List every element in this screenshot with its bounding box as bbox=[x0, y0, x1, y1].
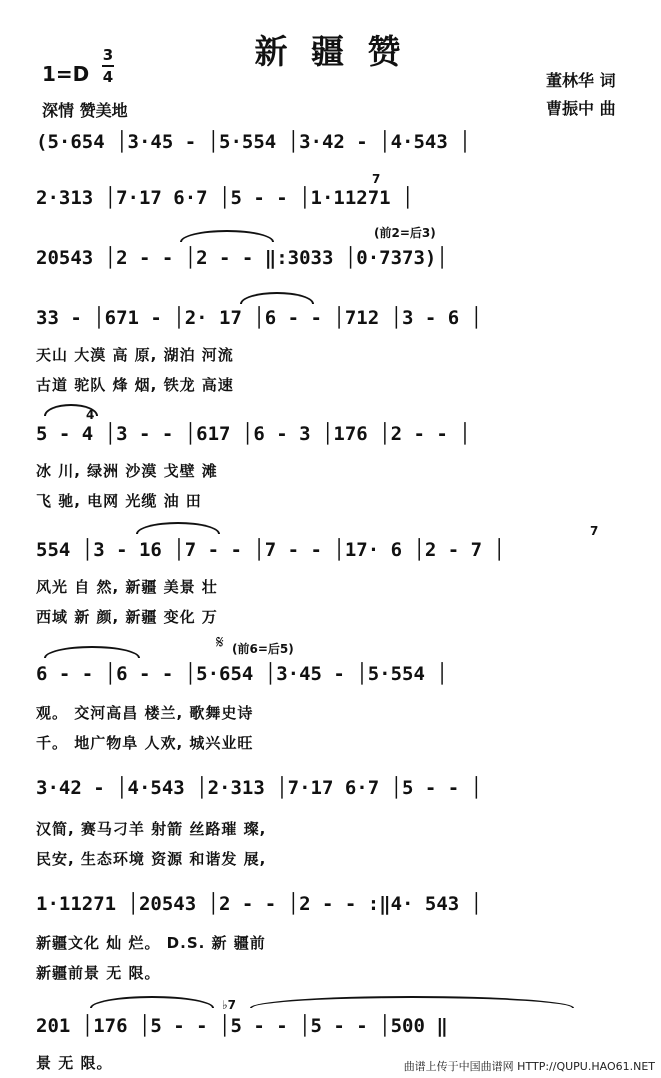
system-8-notes: 3·42 - │4·543 │2·313 │7·17 6·7 │5 - - │ bbox=[36, 777, 483, 799]
grace-note-2: 4 bbox=[86, 408, 95, 422]
grace-note-1: 7 bbox=[372, 172, 381, 186]
system-9-lyrics-verse2: 新疆前景 无 限。 bbox=[36, 964, 161, 982]
time-signature bbox=[102, 46, 114, 86]
system-6-notes: 554 │3 - 16 │7 - - │7 - - │17· 6 │2 - 7 │ bbox=[36, 539, 505, 561]
system-5-lyrics-verse1: 冰 川, 绿洲 沙漠 戈壁 滩 bbox=[36, 462, 218, 480]
system-4-notes: 33 - │671 - │2· 17 │6 - - │712 │3 - 6 │ bbox=[36, 307, 483, 329]
system-4-lyrics-verse1: 天山 大漠 高 原, 湖泊 河流 bbox=[36, 346, 234, 364]
system-7-notes: 6 - - │6 - - │5·654 │3·45 - │5·554 │ bbox=[36, 663, 448, 685]
system-8-lyrics-verse1: 汉简, 赛马刁羊 射箭 丝路璀 璨, bbox=[36, 820, 267, 838]
system-6-lyrics-verse2: 西域 新 颜, 新疆 变化 万 bbox=[36, 608, 218, 626]
system-10-lyrics-verse1: 景 无 限。 bbox=[36, 1054, 113, 1072]
grace-note-4: ♭7 bbox=[222, 998, 237, 1012]
composer-credit: 曹振中 曲 bbox=[546, 99, 616, 118]
key-signature: 1=D bbox=[42, 62, 90, 86]
segno-sign: 𝄋 bbox=[216, 632, 224, 653]
system-5-lyrics-verse2: 飞 驰, 电网 光缆 油 田 bbox=[36, 492, 202, 510]
system-7-lyrics-verse2: 千。 地广物阜 人欢, 城兴业旺 bbox=[36, 734, 254, 752]
slur-arc bbox=[250, 996, 574, 1008]
system-1-notes: (5·654 │3·45 - │5·554 │3·42 - │4·543 │ bbox=[36, 131, 471, 153]
slur-arc bbox=[136, 522, 220, 534]
slur-arc bbox=[44, 646, 140, 658]
time-sig-top: 3 bbox=[102, 46, 114, 64]
system-3-notes: 20543 │2 - - │2 - - ‖:3033 │0·7373)│ bbox=[36, 247, 448, 269]
slur-arc bbox=[240, 292, 314, 304]
system-6-lyrics-verse1: 风光 自 然, 新疆 美景 壮 bbox=[36, 578, 218, 596]
repeat-annotation-2: (前6=后5) bbox=[232, 642, 294, 656]
slur-arc bbox=[180, 230, 274, 242]
repeat-annotation-1: (前2=后3) bbox=[374, 226, 436, 240]
grace-note-3: 7 bbox=[590, 524, 599, 538]
system-2-notes: 2·313 │7·17 6·7 │5 - - │1·11271 │ bbox=[36, 187, 414, 209]
system-8-lyrics-verse2: 民安, 生态环境 资源 和谐发 展, bbox=[36, 850, 267, 868]
system-9-notes: 1·11271 │20543 │2 - - │2 - - :‖4· 543 │ bbox=[36, 893, 483, 915]
page-title: 新 疆 赞 bbox=[254, 32, 407, 71]
watermark: 曲谱上传于中国曲谱网 HTTP://QUPU.HAO61.NET bbox=[403, 1060, 655, 1073]
lyricist-credit: 董林华 词 bbox=[546, 71, 616, 90]
system-4-lyrics-verse2: 古道 驼队 烽 烟, 铁龙 高速 bbox=[36, 376, 234, 394]
system-10-notes: 201 │176 │5 - - │5 - - │5 - - │500 ‖ bbox=[36, 1015, 448, 1037]
time-sig-bottom: 4 bbox=[102, 68, 114, 86]
expression-mark: 深情 赞美地 bbox=[42, 101, 128, 120]
system-9-lyrics-verse1: 新疆文化 灿 烂。 D.S. 新 疆前 bbox=[36, 934, 266, 952]
system-5-notes: 5 - 4 │3 - - │617 │6 - 3 │176 │2 - - │ bbox=[36, 423, 471, 445]
slur-arc bbox=[90, 996, 214, 1008]
system-7-lyrics-verse1: 观。 交河高昌 楼兰, 歌舞史诗 bbox=[36, 704, 254, 722]
slur-arc bbox=[44, 404, 98, 416]
